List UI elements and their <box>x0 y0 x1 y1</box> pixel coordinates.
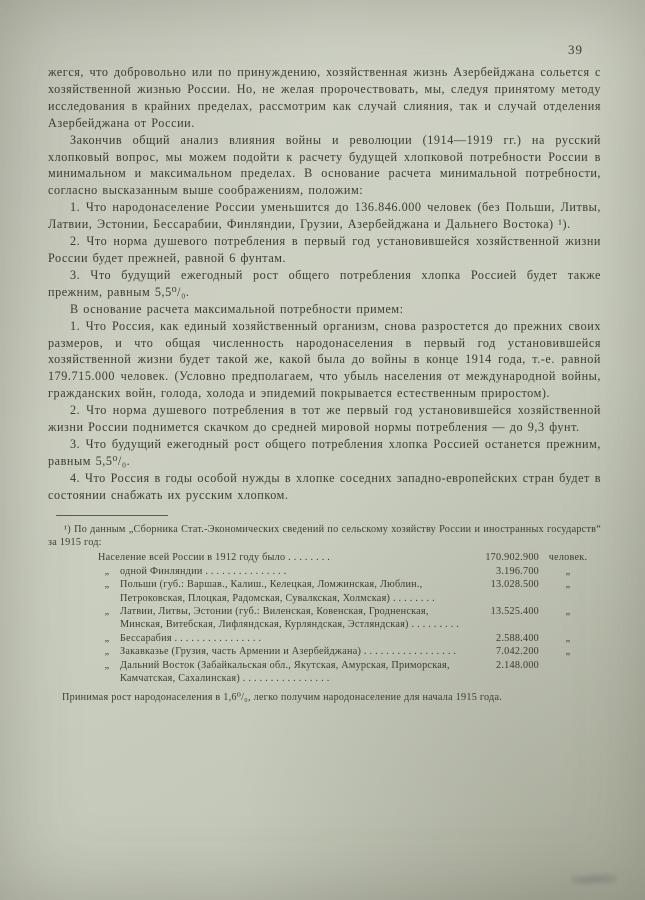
row-label: Население всей России в 1912 году было . . . . . . . . <box>98 552 331 564</box>
paragraph: 1. Что Россия, как единый хозяйственный организм, снова разростется до прежних своих размеров, и что общая численность народонаселения в первый год установившейся хозяйственной жизни будет такой же, какой была до войны в конце 1914 года, т.-е. равной 179.715.000 человек. (Условно предполагаем, что убыль населения от международной войны, гражданских войн, голода, холода и эпидемий покрывается естественным приростом). <box>48 318 601 401</box>
row-unit: человек. <box>548 552 588 564</box>
paragraph: 1. Что народонаселение России уменьшится до 136.846.000 человек (без Польши, Литвы, Латвии, Эстонии, Бессарабии, Финляндии, Грузии, Азербейджана и Дальнего Востока) ¹). <box>48 200 601 232</box>
paragraph: 3. Что будущий ежегодный рост общего потребления хлопка Россией будет также прежним, равным 5,5⁰/₀. <box>48 267 601 299</box>
ditto-mark: „ <box>104 606 110 617</box>
ditto-mark: „ <box>104 659 110 671</box>
table-row <box>94 659 597 686</box>
table-row <box>94 551 597 564</box>
row-value: 170.902.900 <box>485 552 539 564</box>
row-value: 13.028.500 <box>490 579 539 591</box>
row-value: 2.588.400 <box>496 632 539 644</box>
footnote-closing: Принимая рост народонаселения в 1,6⁰/₀, легко получим народонаселение для начала 1915 года. <box>62 692 503 704</box>
row-unit: „ <box>565 632 571 644</box>
table-row <box>94 565 597 578</box>
page-number: 39 <box>568 42 583 57</box>
paragraph: 3. Что будущий ежегодный рост общего потребления хлопка Россией останется прежним, равным 5,5⁰/₀. <box>48 436 601 468</box>
paragraph: жегся, что добровольно или по принуждению, хозяйственная жизнь Азербейджана сольется с хозяйственной жизнью России. Но, не желая пророчествовать, мы, следуя принятому методу исследования в крайних пределах, рассмотрим как случай слияния, так и случай отделения Азербейджана от России. <box>48 65 601 130</box>
paragraph: 4. Что Россия в годы особой нужды в хлопке соседних западно-европейских стран будет в состоянии снабжать их русским хлопком. <box>48 470 601 502</box>
ditto-mark: „ <box>104 565 110 577</box>
table-row <box>94 645 597 658</box>
row-value: 13.525.400 <box>490 606 539 617</box>
row-unit: „ <box>565 646 571 658</box>
row-label: Польши (губ.: Варшав., Калиш., Келецкая, Ломжинская, Люблин., Петроковская, Плоцкая, Радомская, Сувалкская, Холмская) . . . . . . . . <box>120 579 435 604</box>
footnote-intro: ¹) По данным „Сборника Стат.-Экономических сведений по сельскому хозяйству России и иностранных государств“ за 1915 год: <box>48 523 601 548</box>
row-label: Бессарабия . . . . . . . . . . . . . . . . <box>120 632 262 644</box>
row-label: одной Финляндии . . . . . . . . . . . . . . . <box>120 565 287 577</box>
row-unit: „ <box>565 579 571 591</box>
row-unit: „ <box>565 565 571 577</box>
row-value: 3.196.700 <box>496 565 539 577</box>
table-row <box>94 605 597 632</box>
population-table <box>94 551 597 685</box>
paragraph: 2. Что норма душевого потребления в тот же первый год установившейся хозяйственной жизни России поднимется скачком до средней мировой нормы потребления — до 9,3 фунт. <box>48 403 601 435</box>
main-text <box>48 64 601 504</box>
row-unit: „ <box>565 606 571 617</box>
ditto-mark: „ <box>104 579 110 591</box>
row-value: 7.042.200 <box>496 646 539 658</box>
table-row <box>94 578 597 605</box>
paragraph: 2. Что норма душевого потребления в первый год установившейся хозяйственной жизни России будет прежней, равной 6 фунтам. <box>48 234 601 265</box>
row-label: Латвии, Литвы, Эстонии (губ.: Виленская, Ковенская, Гродненская, Минская, Витебская, Лифляндская, Курляндская, Эстляндская) . . . . . . . . . <box>120 606 460 631</box>
paragraph: В основание расчета максимальной потребности примем: <box>70 301 404 316</box>
paragraph: Закончив общий анализ влияния войны и революции (1914—1919 гг.) на русский хлопковый вопрос, мы можем подойти к расчету будущей хлопковой потребности России в минимальном и максимальном пределах. В основание расчета минимальной потребности, согласно высказанным выше соображениям, положим: <box>48 132 601 198</box>
scan-smudge <box>571 872 617 888</box>
table-row <box>94 632 597 645</box>
footnote-rule <box>56 515 168 516</box>
footnote <box>48 523 601 705</box>
row-label: Дальний Восток (Забайкальская обл., Якутская, Амурская, Приморская, Камчатская, Сахалинская) . . . . . . . . . . . . . . . . <box>120 659 450 685</box>
ditto-mark: „ <box>104 646 110 658</box>
row-label: Закавказье (Грузия, часть Армении и Азербейджана) . . . . . . . . . . . . . . . . . <box>120 646 457 658</box>
row-value: 2.148.000 <box>496 659 539 671</box>
ditto-mark: „ <box>104 632 110 644</box>
